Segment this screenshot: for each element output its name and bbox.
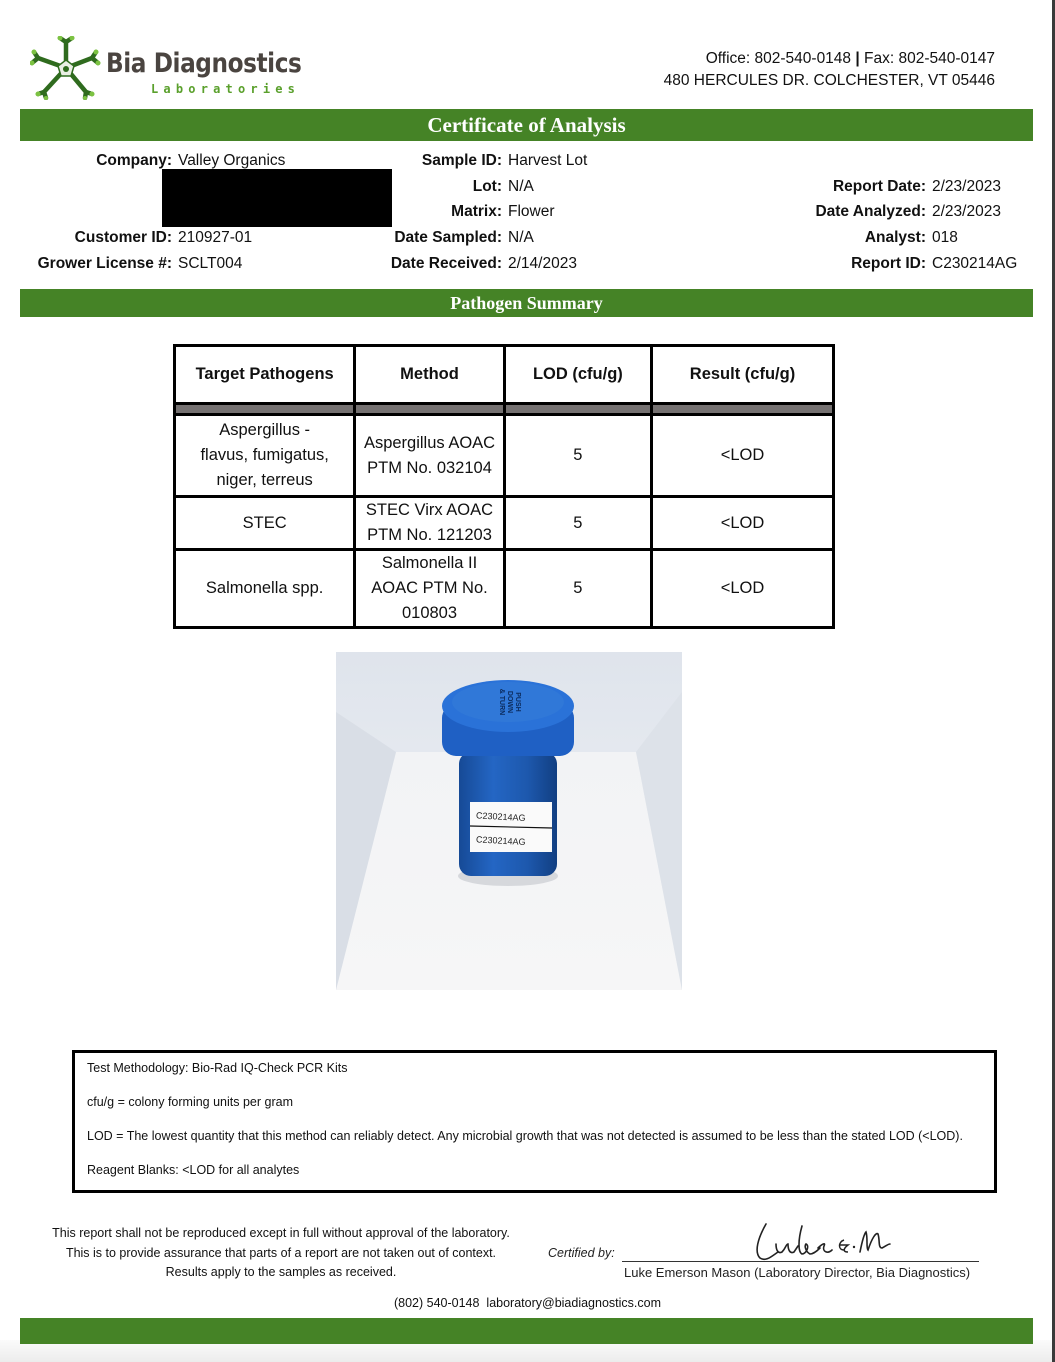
- table-row: [175, 497, 834, 550]
- lot-value: N/A: [508, 178, 534, 195]
- contact-separator: |: [855, 50, 860, 67]
- cap-text: DOWN: [506, 690, 513, 714]
- pathogen-line: flavus, fumigatus,: [200, 446, 329, 464]
- office-phone: Office: 802-540-0148: [705, 50, 852, 67]
- date-received-label: Date Received:: [390, 255, 502, 272]
- lod-cell: 5: [504, 550, 651, 628]
- pathogen-cell: [175, 497, 355, 550]
- method-cell: [355, 415, 504, 497]
- certified-by-label: Certified by:: [548, 1246, 615, 1260]
- pathogen-line: niger, terreus: [216, 471, 313, 489]
- customer-id-value: 210927-01: [178, 229, 253, 246]
- redacted-block: [162, 169, 392, 227]
- note-lod-definition: LOD = The lowest quantity that this method can reliably detect. Any microbial growth that was not detected is assumed to be less than the stated LOD (<LOD).: [87, 1129, 963, 1143]
- page-title: Certificate of Analysis: [20, 109, 1033, 141]
- report-date-label: Report Date:: [832, 178, 926, 195]
- signature-line: [622, 1261, 979, 1262]
- signer-name: Luke Emerson Mason (Laboratory Director, Bia Diagnostics): [624, 1265, 971, 1280]
- lab-address: 480 HERCULES DR. COLCHESTER, VT 05446: [663, 72, 995, 89]
- method-line: Salmonella II: [381, 554, 478, 572]
- company-value: Valley Organics: [178, 152, 286, 169]
- container-label-text: C230214AG: [475, 810, 526, 824]
- footer-contact: [0, 1296, 1055, 1310]
- pathogen-cell: [175, 550, 355, 628]
- lod-cell: 5: [504, 497, 651, 550]
- column-header: Target Pathogens: [175, 346, 355, 404]
- table-row: [175, 415, 834, 497]
- pathogen-line: STEC: [242, 513, 287, 532]
- column-header: Result (cfu/g): [652, 346, 834, 404]
- sample-container-image: [336, 652, 682, 990]
- date-sampled-label: Date Sampled:: [394, 229, 502, 246]
- pathogen-table: [173, 344, 835, 629]
- container-label-text: C230214AG: [475, 834, 526, 848]
- fax-number: Fax: 802-540-0147: [864, 50, 995, 67]
- pathogen-line: Salmonella spp.: [205, 579, 324, 597]
- analyst-label: Analyst:: [864, 229, 926, 246]
- signature-image: [748, 1218, 893, 1262]
- methodology-notes: [72, 1050, 997, 1193]
- lab-logo: [30, 36, 302, 100]
- pathogen-line: Aspergillus -: [219, 421, 311, 439]
- method-line: Aspergillus AOAC: [363, 433, 496, 452]
- cap-text: & TURN: [498, 688, 505, 716]
- method-line: 010803: [401, 604, 458, 622]
- signature: [748, 1218, 893, 1267]
- sample-id-label: Sample ID:: [421, 152, 502, 169]
- result-cell: <LOD: [652, 415, 834, 497]
- footer-band: [20, 1318, 1033, 1344]
- method-cell: [355, 497, 504, 550]
- column-header: LOD (cfu/g): [504, 346, 651, 404]
- date-received-value: 2/14/2023: [508, 255, 577, 272]
- header-divider-row: [175, 404, 834, 415]
- grower-license-value: SCLT004: [178, 255, 243, 272]
- method-line: PTM No. 121203: [367, 526, 492, 544]
- antibody-molecule-icon: [30, 36, 102, 100]
- cap-text: PUSH: [514, 692, 521, 712]
- method-line: STEC Virx AOAC: [365, 501, 494, 519]
- sample-id-value: Harvest Lot: [508, 152, 588, 169]
- analyst-value: 018: [932, 229, 958, 246]
- company-label: Company:: [96, 152, 172, 169]
- date-analyzed-label: Date Analyzed:: [815, 203, 926, 220]
- grower-license-label: Grower License #:: [37, 255, 172, 272]
- logo-name: Bia Diagnostics: [106, 48, 302, 79]
- table-row: [175, 550, 834, 628]
- note-methodology: Test Methodology: Bio-Rad IQ-Check PCR Kits: [87, 1061, 348, 1075]
- matrix-label: Matrix:: [451, 203, 502, 220]
- result-cell: <LOD: [652, 497, 834, 550]
- date-sampled-value: N/A: [508, 229, 534, 246]
- logo-subtitle: Laboratories: [151, 82, 301, 96]
- footer-phone: (802) 540-0148: [393, 1296, 480, 1310]
- footer-email[interactable]: laboratory@biadiagnostics.com: [486, 1296, 662, 1310]
- report-date-value: 2/23/2023: [932, 178, 1001, 195]
- lab-contact: [664, 48, 995, 92]
- sample-photo: [336, 652, 682, 990]
- section-title-pathogen-summary: Pathogen Summary: [20, 289, 1033, 317]
- column-header: Method: [355, 346, 504, 404]
- lot-label: Lot:: [472, 178, 502, 195]
- method-line: PTM No. 032104: [367, 458, 492, 477]
- lod-cell: 5: [504, 415, 651, 497]
- result-cell: <LOD: [652, 550, 834, 628]
- date-analyzed-value: 2/23/2023: [932, 203, 1001, 220]
- note-reagent-blanks: Reagent Blanks: <LOD for all analytes: [87, 1163, 300, 1177]
- note-cfu-definition: cfu/g = colony forming units per gram: [87, 1095, 293, 1109]
- method-cell: [355, 550, 504, 628]
- report-id-value: C230214AG: [932, 255, 1018, 272]
- pathogen-cell: [175, 415, 355, 497]
- matrix-value: Flower: [508, 203, 555, 220]
- table-header-row: [175, 346, 834, 404]
- customer-id-label: Customer ID:: [74, 229, 172, 246]
- method-line: AOAC PTM No.: [371, 579, 488, 597]
- report-id-label: Report ID:: [851, 255, 926, 272]
- disclaimer: This report shall not be reproduced except in full without approval of the laboratory. This is to provide assurance that parts of a report are not taken out of context. Results apply to the samples as received.: [52, 1226, 510, 1279]
